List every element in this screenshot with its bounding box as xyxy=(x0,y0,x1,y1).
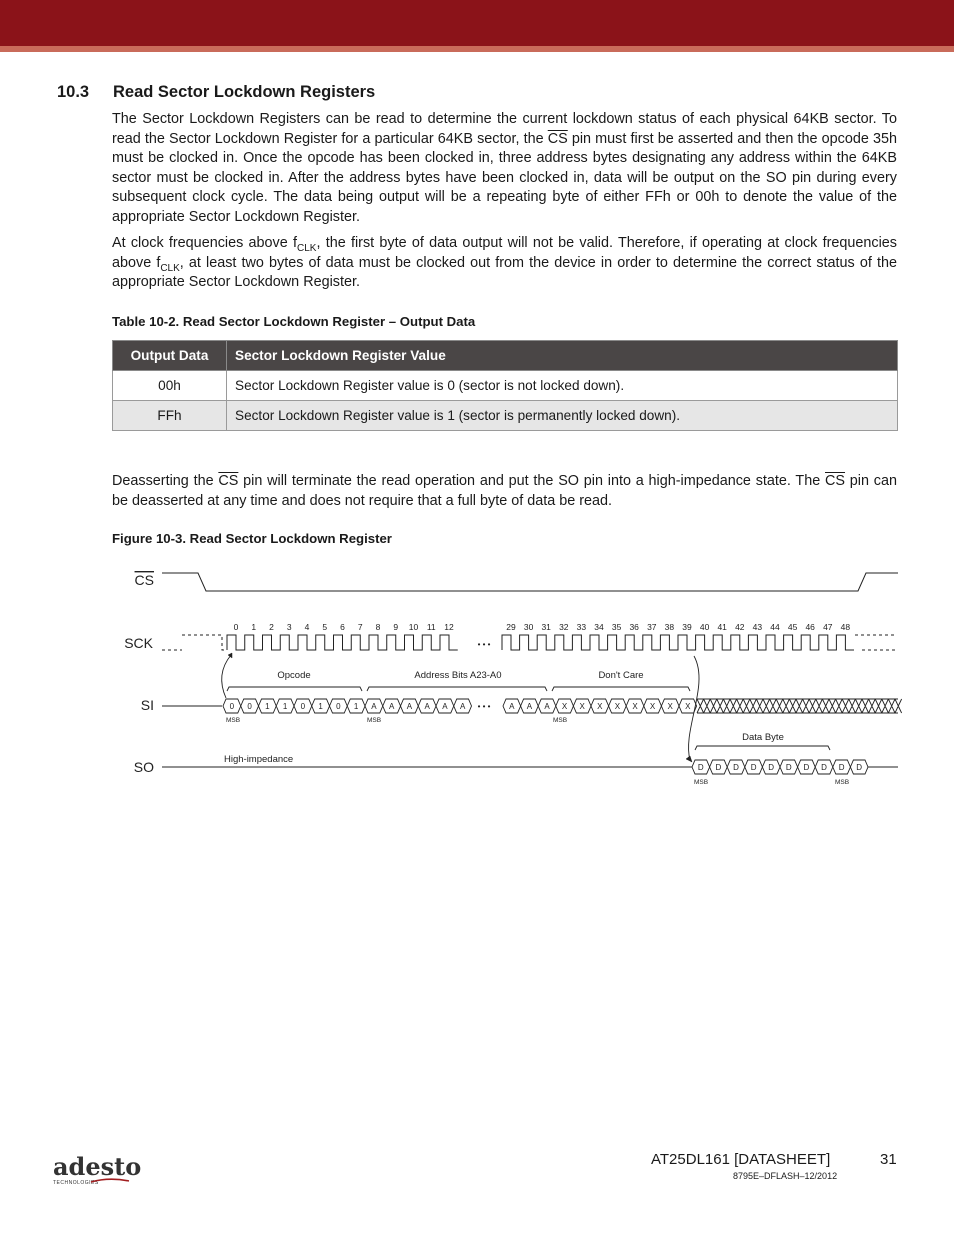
si-bit: X xyxy=(649,702,656,711)
clock-label: 29 xyxy=(506,622,516,632)
clock-label: 47 xyxy=(823,622,833,632)
clock-label: 40 xyxy=(699,622,710,632)
si-bit: 1 xyxy=(282,702,288,711)
signal-label-cs: CS xyxy=(134,572,154,588)
clock-label: 7 xyxy=(357,622,363,632)
section-title: Read Sector Lockdown Registers xyxy=(113,83,376,101)
brace-opcode xyxy=(227,687,362,691)
footer-title: AT25DL161 [DATASHEET] xyxy=(651,1151,831,1168)
si-bit: X xyxy=(685,702,691,711)
clock-label: 43 xyxy=(752,622,763,632)
adesto-logo: adesto TECHNOLOGIES xyxy=(53,1152,142,1186)
section-number: 10.3 xyxy=(57,83,90,101)
so-bit: D xyxy=(733,763,739,772)
si-bit: X xyxy=(667,702,673,711)
si-bit: 0 xyxy=(336,702,341,711)
sck-pulses-b xyxy=(502,635,854,650)
clock-label: 48 xyxy=(840,622,851,632)
clock-label: 42 xyxy=(735,622,745,632)
clock-label: 46 xyxy=(805,622,815,632)
header-banner xyxy=(0,0,954,46)
clock-label: 31 xyxy=(541,622,551,632)
brace-data-byte xyxy=(695,746,830,750)
page-number: 31 xyxy=(880,1151,897,1168)
si-bit: X xyxy=(579,702,585,711)
col-output-data: Output Data xyxy=(113,341,227,371)
msb-opcode: MSB xyxy=(225,717,241,724)
clock-label: 35 xyxy=(611,622,622,632)
sck-ellipsis: • • • xyxy=(477,640,491,649)
clock-label: 37 xyxy=(647,622,657,632)
si-dont-care-hatch xyxy=(697,699,902,713)
label-data-byte: Data Byte xyxy=(742,732,784,743)
si-bit: 1 xyxy=(318,702,323,711)
si-bit: 0 xyxy=(300,702,306,711)
msb-data-2: MSB xyxy=(834,779,850,786)
clock-label: 1 xyxy=(251,622,257,632)
so-bit: D xyxy=(715,763,722,772)
table-header-row xyxy=(113,341,898,371)
arrow-si-sample xyxy=(222,655,231,698)
logo-swoosh xyxy=(53,1178,133,1184)
table-row: FFh Sector Lockdown Register value is 1 (sector is permanently locked down). xyxy=(113,401,898,431)
arrow-head-si xyxy=(228,653,232,658)
clock-label: 0 xyxy=(233,622,239,632)
si-bit: A xyxy=(442,702,448,711)
msb-address: MSB xyxy=(366,717,382,724)
si-bit: A xyxy=(388,702,395,711)
si-bit: 0 xyxy=(229,702,235,711)
signal-label-so: SO xyxy=(133,759,154,775)
col-register-value: Sector Lockdown Register Value xyxy=(227,341,898,371)
paragraph-intro: The Sector Lockdown Registers can be read to determine the current lockdown status of each physical 64KB sector. To read the Sector Lockdown Register for a particular 64KB sector, the $\overline{CS}$ pin must first be asserted and then the opcode 35h must be clocked in. Once the opcode has been clocked in, three address bytes designating any address within the 64KB sector must be clocked in. After the address bytes have been clocked in, data will be output on the SO pin during every subsequent clock cycle. The data being output will be a repeating byte of either FFh or 00h to denote the value of the appropriate Sector Lockdown Register. xyxy=(112,111,897,225)
clock-label: 32 xyxy=(559,622,569,632)
brace-address xyxy=(367,687,547,691)
cs-waveform xyxy=(162,573,898,591)
signal-label-si: SI xyxy=(140,697,154,713)
sck-idle-dashed xyxy=(162,635,227,650)
label-address: Address Bits A23-A0 xyxy=(414,670,502,681)
document-code: 8795E–DFLASH–12/2012 xyxy=(733,1171,838,1181)
si-bit: A xyxy=(544,702,550,711)
output-data-table xyxy=(112,340,898,431)
cs-overline: $\overline{CS}$ xyxy=(547,130,568,147)
label-opcode: Opcode xyxy=(277,670,311,681)
clock-label: 33 xyxy=(576,622,587,632)
clock-label: 41 xyxy=(717,622,727,632)
si-bit: X xyxy=(614,702,621,711)
clock-label: 36 xyxy=(629,622,639,632)
clock-label: 6 xyxy=(340,622,345,632)
so-bit: D xyxy=(821,763,827,772)
si-bit: A xyxy=(424,702,430,711)
table-caption: Table 10-2. Read Sector Lockdown Register – Output Data xyxy=(112,314,476,329)
sck-tail-dashed xyxy=(855,635,898,650)
so-bit: D xyxy=(785,763,792,772)
si-bit: 1 xyxy=(353,702,359,711)
clock-label: 44 xyxy=(770,622,780,632)
so-bit: D xyxy=(838,763,845,772)
so-bit: D xyxy=(697,763,704,772)
clock-label: 39 xyxy=(682,622,692,632)
brace-dont-care xyxy=(552,687,690,691)
clock-label: 8 xyxy=(375,622,381,632)
paragraph-fclk: At clock frequencies above $f_{CLK}$, the first byte of data output will not be valid. Therefore, if operating at clock frequencies above $f_{CLK}$, at least two bytes of data must be clocked out from the device in order to determine the correct status of the appropriate Sector Lockdown Register. xyxy=(112,235,897,290)
si-bit: 0 xyxy=(247,702,252,711)
so-bit: D xyxy=(750,763,757,772)
si-bit: X xyxy=(561,702,568,711)
clock-label: 10 xyxy=(408,622,419,632)
clock-label: 5 xyxy=(322,622,328,632)
si-ellipsis: • • • xyxy=(477,702,491,711)
timing-diagram xyxy=(110,560,910,800)
table-row: 00h Sector Lockdown Register value is 0 (sector is not locked down). xyxy=(113,371,898,401)
si-bit: 1 xyxy=(265,702,270,711)
label-dont-care: Don't Care xyxy=(598,670,644,681)
clock-label: 34 xyxy=(594,622,604,632)
clock-label: 4 xyxy=(304,622,310,632)
si-bit: A xyxy=(459,702,466,711)
signal-label-sck: SCK xyxy=(124,635,153,651)
clock-label: 12 xyxy=(444,622,454,632)
sck-pulses-a xyxy=(227,635,458,650)
si-bit: A xyxy=(371,702,377,711)
clock-label: 30 xyxy=(523,622,534,632)
clock-label: 45 xyxy=(787,622,798,632)
clock-label: 2 xyxy=(269,622,274,632)
clock-label: 9 xyxy=(393,622,399,632)
header-stripe xyxy=(0,46,954,52)
label-high-impedance: High-impedance xyxy=(224,754,294,765)
so-bit: D xyxy=(803,763,810,772)
si-bit: A xyxy=(526,702,533,711)
si-bit: X xyxy=(597,702,603,711)
clock-label: 38 xyxy=(664,622,675,632)
paragraph-deassert: Deasserting the $\overline{CS}$ pin will terminate the read operation and put the SO pin into a high-impedance state. The $\overline{CS}$ pin can be deasserted at any time and does not require that a full byte of data be read. xyxy=(112,473,897,509)
arrow-head-so xyxy=(686,756,692,762)
so-bit: D xyxy=(856,763,863,772)
figure-caption: Figure 10-3. Read Sector Lockdown Register xyxy=(112,531,392,546)
si-bit: X xyxy=(632,702,638,711)
so-bit: D xyxy=(768,763,775,772)
clock-label: 11 xyxy=(426,622,436,632)
si-bit: A xyxy=(509,702,515,711)
clock-label: 3 xyxy=(286,622,292,632)
msb-dontcare: MSB xyxy=(552,717,568,724)
si-bit: A xyxy=(406,702,413,711)
msb-data-1: MSB xyxy=(693,779,709,786)
